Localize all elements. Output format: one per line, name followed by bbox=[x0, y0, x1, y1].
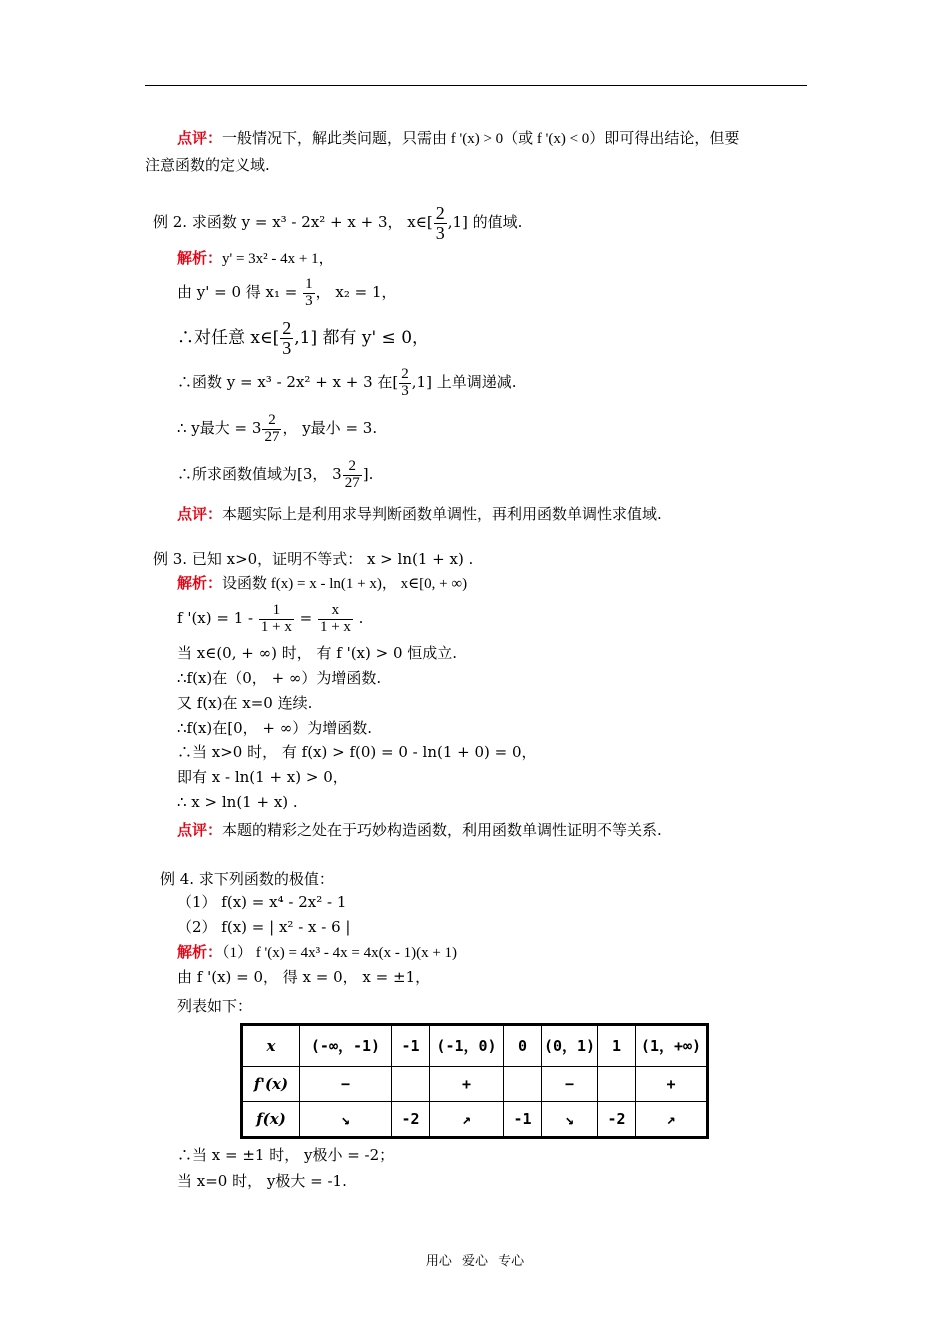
example-4-heading: 例 4. 求下列函数的极值： bbox=[160, 870, 334, 888]
comment-1-cont: 注意函数的定义域. bbox=[145, 156, 270, 174]
comment-1: 点评：一般情况下，解此类问题，只需由 f '(x) > 0（或 f '(x) < 0）即可得出结论，但要 bbox=[177, 129, 740, 147]
ex4-line-1: 由 f '(x) = 0， 得 x = 0， x = ±1， bbox=[177, 968, 431, 986]
ex4-result-1: ∴当 x = ±1 时， y极小 = -2； bbox=[177, 1146, 395, 1164]
ex3-line-5: ∴f(x)在[0， + ∞）为增函数. bbox=[177, 719, 373, 737]
fraction: $\frac{1}{1 + x}$ bbox=[260, 601, 292, 635]
ex3-solution: 解析：设函数 f(x) = x - ln(1 + x)， x∈[0, + ∞) bbox=[177, 574, 468, 592]
fraction: $\frac{2}{27}$ bbox=[264, 411, 280, 445]
ex4-result-2: 当 x=0 时， y极大 = -1. bbox=[177, 1172, 347, 1190]
fraction: $\frac{x}{1 + x}$ bbox=[319, 601, 351, 635]
ex2-line-5: ∴所求函数值域为[3， 3 $\frac{2}{27}$ ]. bbox=[177, 457, 374, 491]
table-row: f'(x) − + − + bbox=[242, 1066, 708, 1101]
ex2-line-4: ∴ y最大 = 3 $\frac{2}{27}$ ， y最小 = 3. bbox=[177, 411, 378, 445]
ex3-line-1: f '(x) = 1 - $\frac{1}{1 + x}$ = $\frac{x}{1 + x}$ . bbox=[177, 601, 364, 635]
comment-label: 点评： bbox=[177, 129, 223, 147]
table-row: f(x) ↘ -2 ↗ -1 ↘ -2 ↗ bbox=[242, 1101, 708, 1137]
example-3-heading: 例 3. 已知 x>0，证明不等式： x > ln(1 + x) . bbox=[153, 550, 474, 568]
ex2-line-3: ∴函数 y = x³ - 2x² + x + 3 在[ $\frac{2}{3}$ ,1] 上单调递减. bbox=[177, 365, 517, 399]
ex3-comment: 点评：本题的精彩之处在于巧妙构造函数，利用函数单调性证明不等关系. bbox=[177, 821, 662, 839]
ex2-solution: 解析：y' = 3x² - 4x + 1， bbox=[177, 249, 334, 267]
ex3-line-6: ∴当 x>0 时， 有 f(x) > f(0) = 0 - ln(1 + 0) = 0， bbox=[177, 743, 537, 761]
fraction: $\frac{2}{27}$ bbox=[344, 457, 360, 491]
ex3-line-4: 又 f(x)在 x=0 连续. bbox=[177, 694, 313, 712]
ex4-solution: 解析：（1） f '(x) = 4x³ - 4x = 4x(x - 1)(x + 1) bbox=[177, 943, 458, 961]
table-row: x (-∞，-1) -1 (-1，0) 0 (0，1) 1 (1，+∞) bbox=[242, 1025, 708, 1067]
ex4-q1: （1） f(x) = x⁴ - 2x² - 1 bbox=[177, 893, 347, 911]
ex3-line-7: 即有 x - ln(1 + x) > 0， bbox=[177, 768, 348, 786]
fraction: $\frac{2}{3}$ bbox=[435, 202, 445, 243]
header-rule bbox=[145, 85, 807, 86]
fraction: $\frac{2}{3}$ bbox=[401, 365, 409, 399]
ex2-comment: 点评：本题实际上是利用求导判断函数单调性，再利用函数单调性求值域. bbox=[177, 505, 662, 523]
ex4-q2: （2） f(x) = | x² - x - 6 | bbox=[177, 918, 351, 936]
sign-table bbox=[240, 1023, 709, 1139]
ex3-line-2: 当 x∈(0, + ∞) 时， 有 f '(x) > 0 恒成立. bbox=[177, 644, 458, 662]
fraction: $\frac{2}{3}$ bbox=[282, 318, 292, 358]
fraction: $\frac{1}{3}$ bbox=[305, 275, 313, 309]
ex2-line-2: ∴对任意 x∈[ $\frac{2}{3}$ ,1] 都有 y' ≤ 0， bbox=[177, 318, 430, 358]
ex2-line-1: 由 y' = 0 得 x₁ = $\frac{1}{3}$ ， x₂ = 1， bbox=[177, 275, 397, 309]
ex3-line-8: ∴ x > ln(1 + x) . bbox=[177, 793, 298, 811]
ex3-line-3: ∴f(x)在（0， + ∞）为增函数. bbox=[177, 669, 382, 687]
ex4-line-2: 列表如下： bbox=[177, 997, 253, 1015]
example-2-heading: 例 2. 求函数 y = x³ - 2x² + x + 3， x∈[ $\frac{2}{3}$ ,1] 的值域. bbox=[153, 202, 523, 243]
page-footer: 用心 爱心 专心 bbox=[425, 1254, 525, 1269]
